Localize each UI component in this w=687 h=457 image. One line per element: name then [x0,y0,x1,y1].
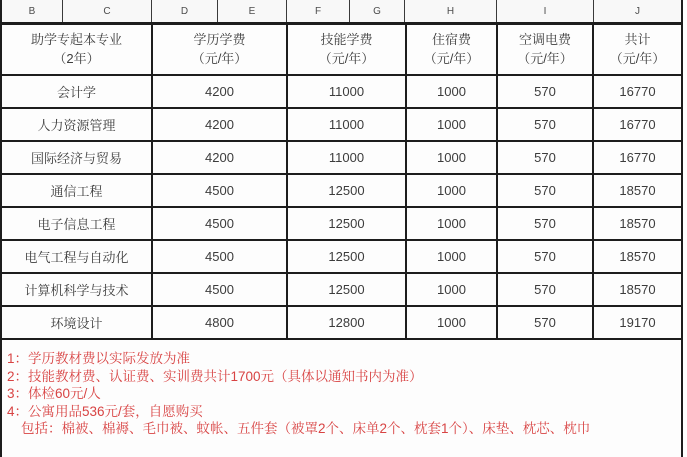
cell-dorm-fee[interactable]: 1000 [406,207,497,240]
header-skill-fee[interactable] [287,25,406,75]
cell-degree-fee[interactable]: 4200 [152,108,287,141]
header-ac-fee-line1: 空调电费 [518,31,571,47]
header-skill-fee-line2: （元/年） [318,50,375,66]
header-degree-fee[interactable] [152,25,287,75]
cell-total[interactable]: 16770 [593,75,681,108]
cell-skill-fee[interactable]: 12800 [287,306,406,339]
cell-total[interactable]: 16770 [593,108,681,141]
cell-total[interactable]: 16770 [593,141,681,174]
cell-skill-fee[interactable]: 11000 [287,141,406,174]
header-dorm-fee-line2: （元/年） [423,50,480,66]
header-degree-fee-line1: 学历学费 [193,31,246,47]
cell-total[interactable]: 18570 [593,207,681,240]
table-row-electronic-info-eng [2,207,681,240]
cell-skill-fee[interactable]: 12500 [287,207,406,240]
footnote-4-detail: 包括：棉被、棉褥、毛巾被、蚊帐、五件套（被罩2个、床单2个、枕套1个）、床垫、枕芯、枕巾 [21,421,591,436]
footnote-1: 1：学历教材费以实际发放为准 [7,351,191,366]
footnote-3: 3：体检60元/人 [7,386,101,401]
cell-major[interactable]: 环境设计 [2,306,152,339]
cell-degree-fee[interactable]: 4500 [152,174,287,207]
column-header-c[interactable]: C [63,0,152,22]
header-major[interactable] [2,25,152,75]
cell-major[interactable]: 人力资源管理 [2,108,152,141]
header-dorm-fee-line1: 住宿费 [431,31,471,47]
cell-ac-fee[interactable]: 570 [497,174,593,207]
cell-dorm-fee[interactable]: 1000 [406,306,497,339]
cell-ac-fee[interactable]: 570 [497,108,593,141]
cell-dorm-fee[interactable]: 1000 [406,108,497,141]
header-total[interactable] [593,25,681,75]
cell-skill-fee[interactable]: 12500 [287,273,406,306]
column-header-g[interactable]: G [350,0,405,22]
cell-skill-fee[interactable]: 12500 [287,240,406,273]
cell-skill-fee[interactable]: 12500 [287,174,406,207]
cell-skill-fee[interactable]: 11000 [287,75,406,108]
cell-ac-fee[interactable]: 570 [497,306,593,339]
cell-degree-fee[interactable]: 4500 [152,207,287,240]
column-header-e[interactable]: E [218,0,287,22]
cell-ac-fee[interactable]: 570 [497,207,593,240]
cell-major[interactable]: 电气工程与自动化 [2,240,152,273]
table-header-row [2,25,681,75]
table-row-computer-science [2,273,681,306]
cell-major[interactable]: 通信工程 [2,174,152,207]
footnote-2: 2：技能教材费、认证费、实训费共计1700元（具体以通知书内为准） [7,368,423,384]
column-header-i[interactable]: I [497,0,594,22]
cell-dorm-fee[interactable]: 1000 [406,141,497,174]
table-row-hr-management [2,108,681,141]
table-row-intl-economics [2,141,681,174]
cell-ac-fee[interactable]: 570 [497,75,593,108]
cell-degree-fee[interactable]: 4800 [152,306,287,339]
cell-total[interactable]: 19170 [593,306,681,339]
cell-major[interactable]: 电子信息工程 [2,207,152,240]
cell-ac-fee[interactable]: 570 [497,141,593,174]
column-header-h[interactable]: H [405,0,497,22]
tuition-fee-table [2,25,681,340]
footnotes [2,340,681,438]
cell-degree-fee[interactable]: 4500 [152,273,287,306]
table-row-electrical-automation [2,240,681,273]
cell-ac-fee[interactable]: 570 [497,240,593,273]
header-ac-fee-line2: （元/年） [517,50,573,66]
header-major-line2: （2年） [53,50,100,66]
header-total-line1: 共计 [624,31,651,47]
cell-degree-fee[interactable]: 4200 [152,141,287,174]
cell-total[interactable]: 18570 [593,174,681,207]
column-header-j[interactable]: J [635,5,640,17]
table-row-accounting [2,75,681,108]
cell-major[interactable]: 国际经济与贸易 [2,141,152,174]
cell-skill-fee[interactable]: 11000 [287,108,406,141]
cell-dorm-fee[interactable]: 1000 [406,273,497,306]
column-letters-row [2,0,681,25]
footnote-4: 4：公寓用品536元/套，自愿购买 [7,403,203,419]
header-degree-fee-line2: （元/年） [191,50,248,66]
cell-dorm-fee[interactable]: 1000 [406,240,497,273]
table-row-environment-design [2,306,681,339]
cell-dorm-fee[interactable]: 1000 [406,75,497,108]
column-header-f[interactable]: F [287,0,350,22]
cell-total[interactable]: 18570 [593,240,681,273]
cell-major[interactable]: 计算机科学与技术 [2,273,152,306]
header-skill-fee-line1: 技能学费 [320,31,373,47]
column-header-b[interactable]: B [2,0,63,22]
cell-total[interactable]: 18570 [593,273,681,306]
header-dorm-fee[interactable] [406,25,497,75]
header-major-line1: 助学专起本专业 [30,31,122,47]
header-total-line2: （元/年） [609,50,666,66]
cell-dorm-fee[interactable]: 1000 [406,174,497,207]
header-ac-fee[interactable] [497,25,593,75]
table-row-communication-eng [2,174,681,207]
cell-major[interactable]: 会计学 [2,75,152,108]
cell-degree-fee[interactable]: 4200 [152,75,287,108]
column-header-d[interactable]: D [152,0,218,22]
cell-degree-fee[interactable]: 4500 [152,240,287,273]
cell-ac-fee[interactable]: 570 [497,273,593,306]
